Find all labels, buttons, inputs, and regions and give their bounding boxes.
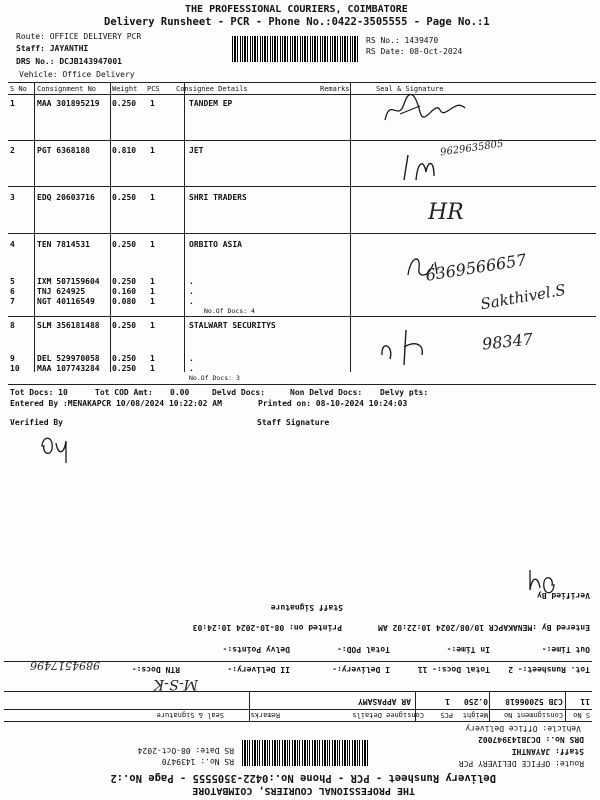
col-divider bbox=[249, 692, 250, 722]
table-header-rule bbox=[8, 94, 596, 95]
row-pcs: 1 bbox=[150, 193, 155, 202]
col-divider bbox=[350, 82, 351, 372]
total-pod: Total POD:- bbox=[337, 645, 390, 654]
col-seal: Seal & Signature bbox=[156, 711, 224, 719]
row-sno: 1 bbox=[10, 99, 15, 108]
entered-by: Entered By :MENAKAPCR 10/08/2024 10:22:02 AM bbox=[378, 623, 590, 632]
row-consignee: . bbox=[189, 364, 194, 373]
total-docs: Total Docs:- 11 bbox=[417, 665, 490, 674]
col-divider bbox=[184, 82, 185, 372]
col-consignee: Consignee Details bbox=[176, 85, 248, 93]
docs-count: No.Of Docs: 4 bbox=[204, 307, 255, 315]
runsheet-title: Delivery Runsheet - PCR - Phone No.:0422-3505555 - Page No.:1 bbox=[104, 16, 490, 28]
row-consignee: SHRI TRADERS bbox=[189, 193, 247, 202]
verified-by-label: Verified By bbox=[10, 418, 63, 427]
handwritten-name: Sakthivel.S bbox=[479, 280, 567, 314]
handwritten-number: 98347 bbox=[481, 329, 534, 354]
table-top-rule bbox=[4, 721, 592, 722]
vehicle: Vehicle: Office Delivery bbox=[465, 724, 581, 733]
row-pcs: 1 bbox=[150, 354, 155, 363]
row-sno: 7 bbox=[10, 297, 15, 306]
row-weight: 0.080 bbox=[112, 297, 137, 306]
row-rule bbox=[8, 233, 596, 234]
col-divider bbox=[415, 692, 416, 722]
row-pcs: 1 bbox=[150, 287, 155, 296]
row-pcs: 1 bbox=[445, 697, 450, 706]
staff: Staff: JAYANTHI bbox=[511, 747, 584, 756]
runsheet-title: Delivery Runsheet - PCR - Phone No.:0422-3505555 - Page No.:2 bbox=[110, 772, 496, 784]
row-sno: 6 bbox=[10, 287, 15, 296]
col-weight: Weight bbox=[462, 711, 488, 719]
route: Route: OFFICE DELIVERY PCR bbox=[458, 759, 584, 768]
row-consignee: JET bbox=[189, 146, 204, 155]
row-consignment: IXM 507159604 bbox=[37, 277, 100, 286]
col-sno: S No bbox=[573, 711, 590, 719]
rs-date: RS Date: 08-Oct-2024 bbox=[137, 746, 234, 755]
row-weight: 0.250 bbox=[112, 99, 137, 108]
row-rule bbox=[8, 186, 596, 187]
row-weight: 0.250 bbox=[112, 193, 137, 202]
row-consignment: SLM 356181488 bbox=[37, 321, 100, 330]
col-seal: Seal & Signature bbox=[376, 85, 444, 93]
col-pcs: PCS bbox=[440, 711, 453, 719]
drs-no: DRS No.: DCJB143947001 bbox=[16, 57, 122, 66]
row-consignee: . bbox=[189, 354, 194, 363]
row-sno: 10 bbox=[10, 364, 20, 373]
signature-scribble bbox=[376, 325, 446, 370]
runsheet-page-2 bbox=[0, 560, 600, 800]
non-delvd-docs: Non Delvd Docs: bbox=[290, 388, 363, 397]
row-consignment: TEN 7814531 bbox=[37, 240, 90, 249]
col-divider bbox=[34, 82, 35, 372]
tot-runsheet: Tot. Runsheet:- 2 bbox=[508, 665, 590, 674]
handwritten-initials: HR bbox=[428, 200, 464, 225]
row-sno: 9 bbox=[10, 354, 15, 363]
table-bottom-rule bbox=[8, 384, 596, 385]
row-weight: 0.250 bbox=[112, 321, 137, 330]
docs-count: No.Of Docs: 3 bbox=[189, 374, 240, 382]
vehicle: Vehicle: Office Delivery bbox=[19, 70, 135, 79]
row-consignment: CJB 52006618 bbox=[505, 697, 563, 706]
row-consignee: . bbox=[189, 277, 194, 286]
route: Route: OFFICE DELIVERY PCR bbox=[16, 32, 142, 41]
row-rule bbox=[8, 316, 596, 317]
row-pcs: 1 bbox=[150, 297, 155, 306]
row-consignment: MAA 107743284 bbox=[37, 364, 100, 373]
barcode bbox=[232, 36, 358, 62]
row-pcs: 1 bbox=[150, 146, 155, 155]
row-weight: 0.160 bbox=[112, 287, 137, 296]
signature-scribble bbox=[398, 150, 438, 185]
company-name: THE PROFESSIONAL COURIERS, COIMBATORE bbox=[192, 785, 415, 796]
col-divider bbox=[110, 82, 111, 372]
verified-signature bbox=[520, 568, 560, 604]
tot-docs: Tot Docs: 10 bbox=[10, 388, 68, 397]
tot-cod-value: 0.00 bbox=[170, 388, 190, 397]
row-consignee: TANDEM EP bbox=[189, 99, 233, 108]
handwritten-phone: 9894517496 bbox=[30, 659, 100, 672]
row-pcs: 1 bbox=[150, 364, 155, 373]
col-divider bbox=[565, 692, 566, 722]
table-bottom-rule bbox=[4, 691, 592, 692]
i-delivery: I Delivery:- bbox=[332, 665, 390, 674]
row-consignee: ORBITO ASIA bbox=[189, 240, 242, 249]
row-consignee: . bbox=[189, 297, 194, 306]
row-weight: 0.250 bbox=[112, 354, 137, 363]
barcode bbox=[242, 740, 368, 766]
row-consignment: DEL 529970058 bbox=[37, 354, 100, 363]
in-time: In Time:- bbox=[446, 645, 490, 654]
entered-by: Entered By :MENAKAPCR 10/08/2024 10:22:02 AM bbox=[10, 399, 222, 408]
row-consignee: . bbox=[189, 287, 194, 296]
row-pcs: 1 bbox=[150, 321, 155, 330]
verified-signature bbox=[36, 425, 76, 465]
row-weight: 0.250 bbox=[463, 697, 488, 706]
verified-by-label: Verified By bbox=[537, 591, 590, 600]
handwritten-phone: 6369566657 bbox=[424, 250, 528, 285]
row-pcs: 1 bbox=[150, 277, 155, 286]
row-consignment: TNJ 624925 bbox=[37, 287, 86, 296]
col-consignment: Consignment No bbox=[37, 85, 97, 93]
row-consignee: STALWART SECURITYS bbox=[189, 321, 276, 330]
col-remarks: Remarks bbox=[250, 711, 280, 719]
row-consignment: NGT 40116549 bbox=[37, 297, 95, 306]
staff-signature-label: Staff Signature bbox=[257, 418, 330, 427]
tot-cod-label: Tot COD Amt: bbox=[95, 388, 153, 397]
printed-on: Printed on: 08-10-2024 10:24:03 bbox=[192, 623, 342, 632]
table-top-rule bbox=[8, 82, 596, 83]
col-divider bbox=[489, 692, 490, 722]
company-name: THE PROFESSIONAL COURIERS, COIMBATORE bbox=[185, 4, 408, 15]
row-weight: 0.250 bbox=[112, 364, 137, 373]
row-pcs: 1 bbox=[150, 240, 155, 249]
rs-date: RS Date: 08-Oct-2024 bbox=[366, 47, 463, 56]
row-weight: 0.810 bbox=[112, 146, 137, 155]
col-weight: Weight bbox=[112, 85, 138, 93]
ii-delivery: II Delivery:- bbox=[227, 665, 290, 674]
row-weight: 0.250 bbox=[112, 240, 137, 249]
rs-no: RS No.: 1439470 bbox=[366, 36, 439, 45]
row-sno: 5 bbox=[10, 277, 15, 286]
row-sno: 11 bbox=[580, 697, 590, 706]
col-remarks: Remarks bbox=[320, 85, 350, 93]
delvd-docs: Delvd Docs: bbox=[212, 388, 265, 397]
col-consignment: Consignment No bbox=[503, 711, 563, 719]
col-sno: S No bbox=[10, 85, 27, 93]
printed-on: Printed on: 08-10-2024 10:24:03 bbox=[258, 399, 408, 408]
rs-no: RS No.: 1439470 bbox=[161, 757, 234, 766]
rtn-docs: RTN Docs:- bbox=[131, 665, 180, 674]
row-rule bbox=[8, 140, 596, 141]
row-sno: 8 bbox=[10, 321, 15, 330]
table-header-rule bbox=[4, 709, 592, 710]
out-time: Out Time:- bbox=[541, 645, 590, 654]
row-consignment: EDQ 20603716 bbox=[37, 193, 95, 202]
row-pcs: 1 bbox=[150, 99, 155, 108]
signature-scribble bbox=[380, 92, 470, 128]
row-consignee: AR APPASAMY bbox=[358, 697, 411, 706]
col-consignee: Consignee Details bbox=[352, 711, 424, 719]
staff-signature-label: Staff Signature bbox=[270, 603, 343, 612]
col-pcs: PCS bbox=[147, 85, 160, 93]
row-consignment: MAA 301895219 bbox=[37, 99, 100, 108]
row-sno: 2 bbox=[10, 146, 15, 155]
row-sno: 4 bbox=[10, 240, 15, 249]
delvy-pts: Delvy pts: bbox=[380, 388, 429, 397]
row-consignment: PGT 6368188 bbox=[37, 146, 90, 155]
handwritten-phone: 9629635805 bbox=[439, 138, 505, 159]
staff: Staff: JAYANTHI bbox=[16, 44, 89, 53]
row-sno: 3 bbox=[10, 193, 15, 202]
handwritten-signature: M-S-K bbox=[153, 676, 198, 692]
delvy-points: Delvy Points:- bbox=[222, 645, 290, 654]
row-weight: 0.250 bbox=[112, 277, 137, 286]
drs-no: DRS No.: DCJB143947002 bbox=[478, 735, 584, 744]
